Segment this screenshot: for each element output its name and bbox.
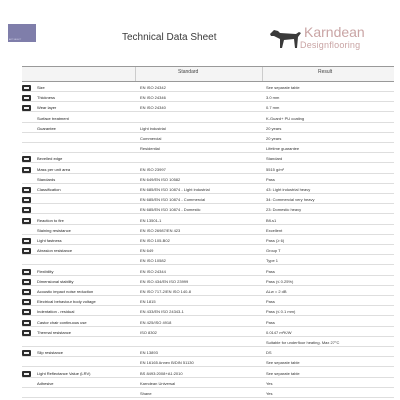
row-label: Flexibility — [37, 268, 54, 274]
brand-name: Karndean — [304, 24, 365, 40]
table-row — [0, 319, 400, 327]
row-result: Yes — [266, 380, 273, 386]
table-row — [0, 257, 400, 265]
table-row — [0, 288, 400, 296]
row-standard: EN 13501-1 — [140, 217, 162, 223]
table-row — [0, 104, 400, 112]
row-label: Size — [37, 85, 45, 90]
row-divider — [22, 122, 394, 123]
table-row — [0, 247, 400, 255]
table-row — [0, 380, 400, 388]
row-label: Light fastness — [37, 238, 62, 243]
row-label: Indentation - residual — [37, 309, 75, 315]
row-divider — [22, 305, 394, 306]
row-standard: EN 13893 — [140, 350, 158, 356]
row-result: Pass (≥ 6) — [266, 238, 285, 243]
row-divider — [22, 173, 394, 174]
row-divider — [22, 336, 394, 337]
brand-tagline: Designflooring — [300, 40, 361, 50]
row-divider — [22, 193, 394, 194]
table-row — [0, 349, 400, 357]
row-standard: EN ISO 105-B02 — [140, 238, 170, 243]
row-divider — [22, 224, 394, 225]
row-standard: EN 16165 Annex B/DIN 51130 — [140, 360, 194, 366]
row-result: See separate table — [266, 85, 300, 90]
row-result: 23: Domestic heavy — [266, 207, 302, 213]
table-row — [0, 115, 400, 123]
row-label: Mass per unit area — [37, 166, 71, 172]
row-standard: EN ISO 717-2/EN ISO 140-8 — [140, 289, 191, 294]
row-divider — [22, 254, 394, 255]
row-label: Acoustic impact noise reduction — [37, 289, 94, 294]
row-result: K-Guard+ PU coating — [266, 115, 305, 121]
row-standard: Shane — [140, 391, 152, 396]
row-divider — [22, 234, 394, 235]
row-divider — [22, 275, 394, 276]
table-row — [0, 308, 400, 316]
table-row — [0, 145, 400, 153]
row-label: Abrasion resistance — [37, 248, 73, 254]
column-header-standard: Standard — [178, 69, 199, 75]
row-standard: EN 649 — [140, 248, 154, 254]
row-label: Classification — [37, 187, 61, 192]
row-divider — [22, 356, 394, 357]
row-result: Lifetime guarantee — [266, 146, 300, 152]
row-divider — [22, 91, 394, 92]
row-result: Excellent — [266, 227, 283, 233]
row-result: Pass — [266, 268, 275, 274]
row-result: 0.0147 m²K/W — [266, 329, 292, 335]
row-standard: EN ISO 10582 — [140, 258, 166, 264]
row-divider — [22, 264, 394, 265]
swatch-label: ART SELECT — [9, 39, 22, 41]
row-divider — [22, 377, 394, 378]
row-result: 34: Commercial very heavy — [266, 197, 315, 203]
row-standard: Residential — [140, 146, 160, 152]
table-row — [0, 125, 400, 133]
table-row — [0, 268, 400, 276]
row-label: Guarantee — [37, 125, 56, 131]
row-divider — [22, 295, 394, 296]
table-row — [0, 217, 400, 225]
row-label: Reaction to fire — [37, 217, 64, 223]
row-divider — [22, 132, 394, 133]
row-standard: EN ISO 24344 — [140, 268, 166, 274]
row-label: Slip resistance — [37, 350, 64, 356]
row-label: Light Reflectance Value (LRV) — [37, 370, 91, 376]
table-row — [0, 186, 400, 194]
row-standard: EN 685/EN ISO 10874 - Light industrial — [140, 187, 210, 192]
row-standard: EN 649/EN ISO 10582 — [140, 176, 181, 182]
row-result: Pass — [266, 319, 275, 325]
table-row — [0, 298, 400, 306]
row-divider — [22, 152, 394, 153]
row-result: ΔLw = 2 dB — [266, 289, 287, 294]
row-result: Pass (≤ 0.25%) — [266, 278, 294, 284]
row-result: Bfl-s1 — [266, 217, 277, 223]
column-header-result: Result — [318, 69, 333, 75]
row-standard: Commercial — [140, 136, 162, 141]
row-divider — [22, 315, 394, 316]
table-row — [0, 155, 400, 163]
page-title: Technical Data Sheet — [122, 32, 217, 43]
row-standard: ISO 8302 — [140, 329, 157, 335]
table-row — [0, 370, 400, 378]
table-row — [0, 196, 400, 204]
row-standard: EN 685/EN ISO 10874 - Commercial — [140, 197, 206, 203]
row-result: 3.0 mm — [266, 95, 280, 101]
table-row — [0, 339, 400, 347]
row-result: 20 years — [266, 136, 282, 141]
row-standard: EN 425/ISO 4918 — [140, 319, 172, 325]
row-result: 20 years — [266, 125, 282, 131]
row-result: Pass (≤ 0.1 mm) — [266, 309, 296, 315]
row-label: Thermal resistance — [37, 329, 72, 335]
row-standard: EN 1815 — [140, 299, 156, 305]
table-row — [0, 176, 400, 184]
table-row — [0, 329, 400, 337]
row-standard: EN ISO 434/EN ISO 23999 — [140, 278, 189, 284]
row-standard: EN 433/EN ISO 24343-1 — [140, 309, 184, 315]
row-divider — [22, 111, 394, 112]
row-label: Electrical behaviour body voltage — [37, 299, 96, 305]
row-divider — [22, 346, 394, 347]
row-standard: EN ISO 24340 — [140, 105, 166, 111]
row-divider — [22, 326, 394, 327]
table-row — [0, 94, 400, 102]
row-label: Dimensional stability — [37, 278, 74, 284]
row-result: Suitable for underfloor heating. Max 27°C — [266, 340, 340, 345]
row-divider — [22, 183, 394, 184]
row-result: Group T — [266, 248, 281, 254]
row-divider — [22, 387, 394, 388]
row-divider — [22, 213, 394, 214]
row-result: See separate table — [266, 360, 300, 366]
row-standard: EN 685/EN ISO 10874 - Domestic — [140, 207, 201, 213]
row-result: Type 1 — [266, 258, 279, 264]
row-divider — [22, 366, 394, 367]
row-result: Pass — [266, 299, 275, 305]
table-row — [0, 390, 400, 398]
row-label: Thickness — [37, 95, 56, 101]
row-divider — [22, 397, 394, 398]
row-standard: Karndean Universal — [140, 380, 176, 386]
row-label: Staining resistance — [37, 227, 71, 233]
row-result: Standard — [266, 156, 283, 162]
table-row — [0, 237, 400, 245]
row-label: Wear layer — [37, 105, 57, 111]
row-standard: EN ISO 26987/EN 423 — [140, 227, 181, 233]
row-divider — [22, 203, 394, 204]
row-result: DS — [266, 350, 272, 356]
table-row — [0, 227, 400, 235]
row-divider — [22, 285, 394, 286]
row-standard: EN ISO 24346 — [140, 95, 166, 101]
row-result: Yes — [266, 391, 273, 396]
table-row — [0, 206, 400, 214]
row-standard: EN ISO 24342 — [140, 85, 166, 90]
row-result: See separate table — [266, 370, 300, 376]
row-standard: Light industrial — [140, 125, 166, 131]
row-result: 5515 g/m² — [266, 166, 285, 172]
table-row — [0, 359, 400, 367]
table-row — [0, 84, 400, 92]
row-result: 43: Light industrial heavy — [266, 187, 311, 192]
row-standard: BS 8493:2008+A1:2010 — [140, 370, 183, 376]
row-standard: EN ISO 23997 — [140, 166, 166, 172]
row-divider — [22, 142, 394, 143]
row-divider — [22, 244, 394, 245]
row-label: Bevelled edge — [37, 156, 63, 162]
row-result: Pass — [266, 176, 275, 182]
row-label: Adhesive — [37, 380, 54, 386]
table-row — [0, 278, 400, 286]
row-divider — [22, 101, 394, 102]
row-label: Standards — [37, 176, 56, 182]
table-row — [0, 166, 400, 174]
row-divider — [22, 162, 394, 163]
table-row — [0, 135, 400, 143]
row-result: 0.7 mm — [266, 105, 280, 111]
row-label: Castor chair continuous use — [37, 319, 87, 325]
row-label: Surface treatment — [37, 115, 69, 121]
